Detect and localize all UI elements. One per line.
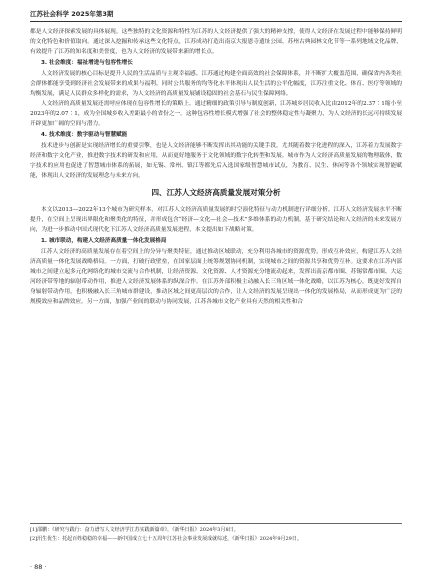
page-number: · 88 ·	[30, 563, 47, 571]
footnote: [1]邵鹏：《研究与践行：奋力谱写人文经济学江苏实践新篇章》，《新华日报》2024年3月8日。	[30, 527, 239, 533]
paragraph: 技术进步与创新是实现经济增长的重要引擎，也是人文经济能够不断发挥出其功能的关键手段。尤其随着数字化进程的深入，江苏着力发展数字经济和数字文化产业，推进数字技术的研发和应用，从而更好地服务于文化领域的数字化转型和发展。城市作为人文经济高质量发展的物理载体，数字技术的应用也促进了智慧城市体系的拓展，如无锡、常州、镇江等都先后入选国家级智慧城市试点，为教育、民生、休闲等各个领域实现智能赋能，体现出人文经济的发展理念与未来方向。	[30, 143, 402, 179]
paragraph: 人文经济的高质量发展还需呼应体现在包容性增长的策略上。通过精细的政策引导与制度创新，江苏城乡居民收入比由2012年的2.37∶1缩小至2023年的2.07∶1，成为全国城乡收入差距最小的省份之一。这种包容性增长模式增强了社会的整体稳定性与凝聚力，为人文经济的长远可持续发展开辟更加广阔的空间与潜力。	[30, 101, 403, 127]
running-header	[30, 7, 402, 22]
journal-title: 江苏社会科学 2025年第3期	[30, 10, 114, 18]
section-subheading: 4. 技术维度：数字驱动与智慧赋能	[41, 132, 128, 138]
article-body	[30, 27, 402, 307]
paragraph: 江苏人文经济的高质量发展存在着空间上的分异与聚类特征，通过推动区域联动，充分利用各城市的资源优势，形成互补效应，构建江苏人文经济高质量一体化发展战略格局。一方面，打破行政壁垒，在国家层面上统筹规划协同机制，实现城市之间的资源共享和优势互补。这要求在江苏内部城市之间建立起多元化网络化的城市交流与合作机制，让经济资源、文化资源、人才资源充分地流动起来，发挥出南京都市圈、苏锡常都市圈、大运河经济带等地的辐射带动作用，推进人文经济发展体系的纵深合作。在江苏外部积极主动融入长三角区域一体化战略，以江苏为核心，既更好发挥自身辐射带动作用，也积极融入长三角城市群建设，推动区域之间更高层次的合作，让人文经济的发展呈现出一体化的发展格局，从而形成更为广泛的规模效应和品牌效应。另一方面，加强产业间的联动与协同发展，江苏各城市文化产业具有天然的相关性和合	[30, 249, 402, 305]
paragraph: 人文经济发展的核心目标是提升人民的生活品质与主观幸福感。江苏通过构建全面高效的社会保障体系，并不断扩大覆盖范围，确保省内各类社会群体都能享受到经济社会发展带来的成果与福利。同时公共服务的均等化水平体现出人民生活的公平化幅度，江苏注重文化、体育、医疗等领域的均衡发展，满足人民群众多样化的需求，为人文经济的高质量发展铺设稳固的社会基石与民生保障网络。	[30, 71, 402, 97]
section-subheading: 1. 城市联动，构建人文经济高质量一体化发展格局	[41, 238, 167, 244]
footnotes	[30, 523, 402, 544]
footnote: [2]汛生优生：托起百姓稳稳的幸福——新中国成立七十五周年江苏社会事业发展成就综述，《新华日报》2024年9月29日。	[30, 536, 302, 542]
section-subheading: 3. 社会维度：福祉增进与包容性增长	[41, 60, 133, 66]
paragraph: 都是人文经济探索发展的具体展现。这些独特的文化资源和特性为江苏的人文经济提供了强大的精神支撑，使得人文经济在发展过程中能够保持鲜明的文化特色和价值取向。通过深入挖掘和传承这些文化特点，江苏成功打造出南京大报恩寺遗址公园、苏州古典园林文化节等一系列地域文化品牌，有效提升了江苏的知名度和美誉度，也为人文经济的发展带来新的增长点。	[30, 29, 402, 55]
section-heading: 四、江苏人文经济高质量发展对策分析	[151, 188, 281, 197]
paragraph: 本文以2013—2022年13个城市为研究样本，对江苏人文经济高质量发展的时空演化特征与动力机制进行详细分析。江苏人文经济发展水平不断提升，在空间上呈现出界限化和聚类化的特征，并形成包含“经济—文化—社会—技术”多维体系的动力机制。基于研究结论和人文经济的未来发展方向，为进一步推动中国式现代化下江苏人文经济高质量发展进程，本文提出如下战略对策。	[30, 207, 402, 233]
